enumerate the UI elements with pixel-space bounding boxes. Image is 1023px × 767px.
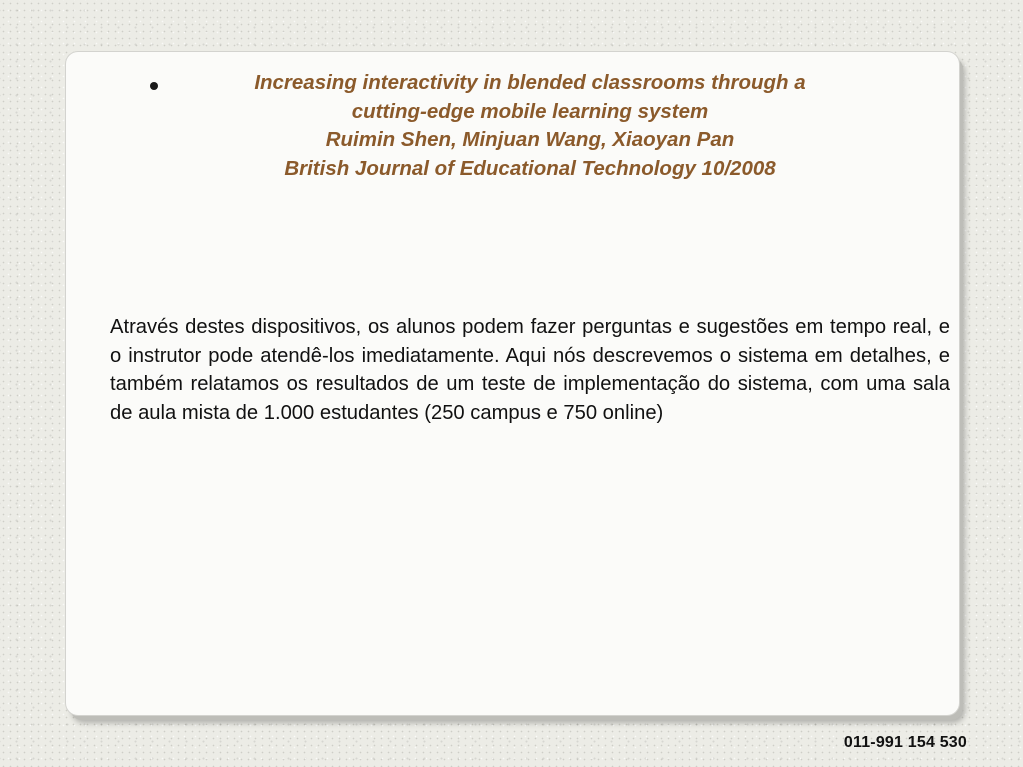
reference-journal: British Journal of Educational Technology 10/2008 bbox=[284, 156, 776, 180]
summary-paragraph: Através destes dispositivos, os alunos podem fazer perguntas e sugestões em tempo real, e o instrutor pode atendê-los imediatamente. Aqui nós descrevemos o sistema em detalhes, e também relatamos os resultados de um teste de implementação do sistema, com uma sala de aula mista de 1.000 estudantes (250 campus e 750 online) bbox=[110, 316, 950, 424]
footer-phone-number: 011-991 154 530 bbox=[843, 734, 967, 751]
reference-citation bbox=[150, 69, 910, 183]
reference-title-line-2: cutting-edge mobile learning system bbox=[351, 99, 709, 123]
reference-title-line-1: Increasing interactivity in blended classrooms through a bbox=[254, 71, 806, 94]
reference-authors: Ruimin Shen, Minjuan Wang, Xiaoyan Pan bbox=[325, 128, 735, 151]
